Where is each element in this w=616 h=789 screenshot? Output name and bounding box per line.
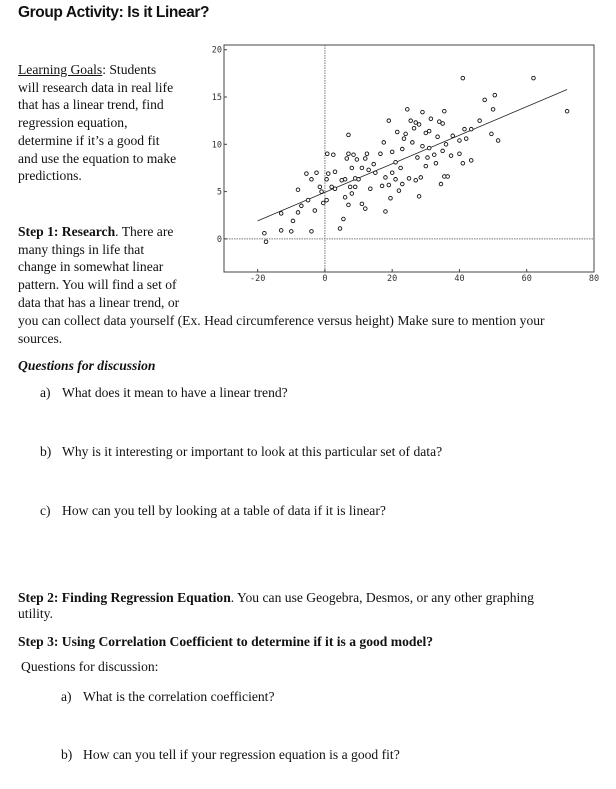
- data-point: [264, 240, 268, 244]
- data-point: [343, 195, 347, 199]
- data-point: [395, 130, 399, 134]
- question-c: [40, 503, 386, 519]
- data-point: [478, 119, 482, 123]
- data-point: [394, 160, 398, 164]
- learning-goals-text: predictions.: [18, 168, 82, 184]
- plot-frame: [224, 45, 594, 272]
- step2-label: Step 2: Finding Regression Equation: [18, 590, 231, 605]
- question-marker: a): [61, 689, 72, 704]
- data-point: [421, 110, 425, 114]
- data-point: [421, 144, 425, 148]
- data-point: [417, 195, 421, 199]
- x-tick-label: 60: [521, 274, 532, 284]
- data-point: [305, 172, 309, 176]
- data-point: [451, 134, 455, 138]
- data-point: [352, 153, 356, 157]
- scatter-plot: [0, 0, 616, 300]
- learning-goals-text: regression equation,: [18, 115, 128, 131]
- step1-text: you can collect data yourself (Ex. Head circumference versus height) Make sure to mention your: [18, 312, 545, 328]
- question-marker: b): [61, 747, 73, 762]
- step1-text: change in somewhat linear: [18, 259, 164, 275]
- question-a-2: [61, 689, 274, 705]
- learning-goals-text: : Students: [102, 62, 157, 77]
- data-point: [565, 109, 569, 113]
- question-marker: c): [40, 503, 51, 518]
- data-point: [360, 202, 364, 206]
- data-point: [463, 127, 467, 131]
- data-point: [394, 178, 398, 182]
- data-point: [390, 150, 394, 154]
- data-point: [369, 187, 373, 191]
- data-point: [419, 176, 423, 180]
- y-tick-label: 5: [216, 187, 222, 198]
- learning-goals-text: determine if it’s a good fit: [18, 132, 160, 148]
- data-point: [363, 207, 367, 211]
- data-point: [350, 166, 354, 170]
- data-point: [464, 137, 468, 141]
- data-point: [429, 117, 433, 121]
- data-point: [289, 230, 293, 234]
- data-point: [444, 143, 448, 147]
- x-tick-label: 80: [588, 274, 600, 284]
- data-point: [325, 198, 329, 202]
- data-point: [458, 152, 462, 156]
- data-point: [321, 201, 325, 205]
- data-point: [279, 212, 283, 216]
- step1-text: data that has a linear trend, or: [18, 294, 180, 310]
- data-point: [439, 182, 443, 186]
- question-b: [40, 444, 442, 460]
- data-point: [446, 175, 450, 179]
- data-point: [496, 139, 500, 143]
- data-point: [443, 109, 447, 113]
- questions-heading: Questions for discussion: [18, 358, 156, 373]
- data-point: [441, 149, 445, 153]
- question-marker: b): [40, 444, 52, 459]
- learning-goals-text: will research data in real life: [18, 79, 174, 95]
- data-point: [342, 217, 346, 221]
- data-point: [332, 153, 336, 157]
- data-point: [355, 158, 359, 162]
- data-point: [325, 178, 329, 182]
- data-point: [363, 157, 367, 161]
- x-tick-label: 40: [454, 274, 465, 284]
- data-point: [320, 190, 324, 194]
- page-title: Group Activity: Is it Linear?: [18, 4, 210, 21]
- question-text: How can you tell if your regression equation is a good fit?: [83, 747, 400, 762]
- data-point: [387, 183, 391, 187]
- data-point: [347, 133, 351, 137]
- data-point: [389, 196, 393, 200]
- data-point: [384, 176, 388, 180]
- data-point: [469, 159, 473, 163]
- data-point: [348, 185, 352, 189]
- question-b-2: [61, 747, 400, 763]
- data-point: [469, 127, 473, 131]
- y-tick-label: 20: [211, 45, 222, 56]
- data-point: [353, 185, 357, 189]
- data-point: [350, 192, 354, 196]
- question-text: Why is it interesting or important to look at this particular set of data?: [62, 444, 443, 459]
- data-point: [347, 152, 351, 156]
- data-point: [493, 93, 497, 97]
- data-point: [434, 161, 438, 165]
- step1-text: pattern. You will find a set of: [18, 277, 177, 293]
- data-point: [357, 178, 361, 182]
- question-marker: a): [40, 385, 51, 400]
- data-point: [345, 157, 349, 161]
- data-point: [449, 154, 453, 158]
- data-point: [424, 164, 428, 168]
- data-point: [427, 129, 431, 133]
- learning-goals-text: and use the equation to make: [18, 150, 177, 166]
- step1-text: many things in life that: [18, 241, 145, 257]
- step3-label: Step 3: Using Correlation Coefficient to determine if it is a good model?: [18, 634, 434, 649]
- data-point: [441, 122, 445, 126]
- data-point: [338, 227, 342, 231]
- data-point: [374, 171, 378, 175]
- step2-section: [18, 590, 608, 622]
- data-point: [402, 137, 406, 141]
- data-point: [417, 123, 421, 127]
- data-point: [379, 152, 383, 156]
- data-point: [326, 172, 330, 176]
- data-point: [333, 187, 337, 191]
- data-point: [397, 189, 401, 193]
- x-tick-label: 20: [387, 274, 398, 284]
- x-tick-label: -20: [249, 274, 266, 284]
- data-point: [306, 198, 310, 202]
- data-point: [347, 203, 351, 207]
- data-point: [399, 166, 403, 170]
- x-tick-label: 0: [322, 274, 328, 284]
- step1-label: Step 1: Research: [18, 224, 116, 239]
- data-point: [426, 156, 430, 160]
- data-point: [427, 146, 431, 150]
- data-point: [387, 119, 391, 123]
- data-point: [380, 184, 384, 188]
- data-point: [382, 141, 386, 145]
- question-text: What does it mean to have a linear trend?: [62, 385, 288, 400]
- data-point: [412, 126, 416, 130]
- step1-text: sources.: [18, 331, 63, 347]
- y-tick-label: 0: [216, 234, 222, 245]
- data-point: [432, 153, 436, 157]
- data-point: [490, 132, 494, 136]
- data-point: [310, 230, 314, 234]
- data-point: [406, 108, 410, 112]
- data-point: [409, 119, 413, 123]
- data-point: [400, 182, 404, 186]
- data-point: [367, 168, 371, 172]
- data-point: [400, 147, 404, 151]
- question-text: What is the correlation coefficient?: [83, 689, 275, 704]
- data-point: [491, 108, 495, 112]
- data-point: [343, 178, 347, 182]
- y-tick-label: 10: [211, 140, 222, 151]
- data-point: [296, 188, 300, 192]
- step1-text: . There are: [115, 224, 174, 239]
- question-text: How can you tell by looking at a table of data if it is linear?: [62, 503, 386, 518]
- data-point: [315, 171, 319, 175]
- data-point: [390, 171, 394, 175]
- data-point: [384, 210, 388, 214]
- data-point: [483, 98, 487, 102]
- data-point: [414, 178, 418, 182]
- learning-goals-label: Learning Goals: [18, 62, 103, 77]
- data-point: [300, 204, 304, 208]
- data-point: [360, 166, 364, 170]
- data-point: [411, 141, 415, 145]
- learning-goals-text: that has a linear trend, find: [18, 97, 164, 113]
- data-point: [263, 231, 267, 235]
- data-point: [461, 76, 465, 80]
- data-point: [436, 135, 440, 139]
- data-point: [416, 156, 420, 160]
- step2-text: utility.: [18, 606, 53, 621]
- step2-text: . You can use Geogebra, Desmos, or any other graphing: [230, 590, 534, 605]
- data-point: [296, 211, 300, 215]
- y-tick-label: 15: [211, 93, 222, 104]
- regression-line: [258, 89, 567, 220]
- data-point: [279, 229, 283, 233]
- data-point: [310, 178, 314, 182]
- data-point: [461, 161, 465, 165]
- data-point: [313, 209, 317, 213]
- questions-heading-2: Questions for discussion:: [21, 659, 159, 674]
- data-point: [458, 139, 462, 143]
- data-point: [365, 152, 369, 156]
- data-point: [404, 132, 408, 136]
- question-a: [40, 385, 288, 401]
- data-point: [532, 76, 536, 80]
- data-point: [291, 219, 295, 223]
- data-point: [325, 152, 329, 156]
- data-point: [372, 162, 376, 166]
- data-point: [407, 177, 411, 181]
- data-point: [318, 185, 322, 189]
- data-point: [333, 170, 337, 174]
